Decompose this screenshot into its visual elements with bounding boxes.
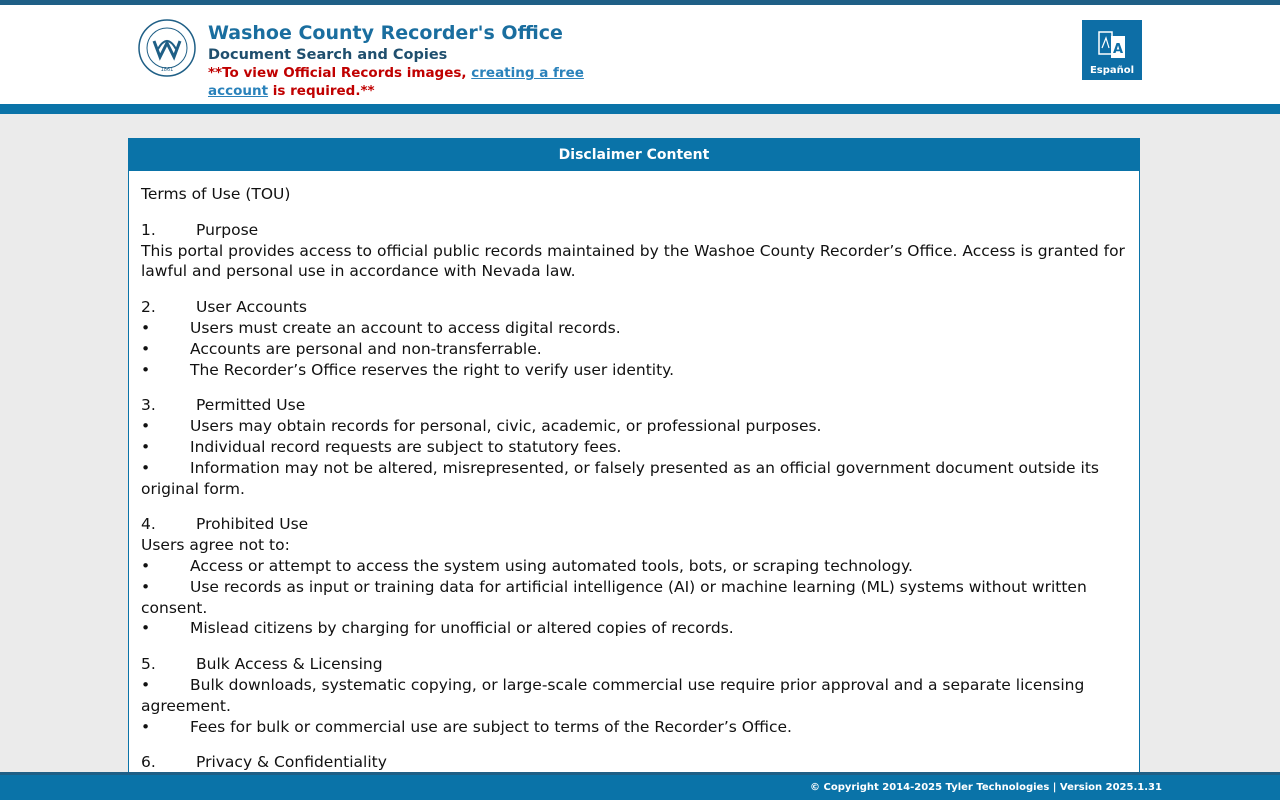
- bullet-marker: •: [141, 339, 151, 358]
- create-account-link[interactable]: creating a free account: [208, 65, 584, 99]
- bullet-marker: •: [141, 360, 151, 379]
- copyright-text: © Copyright 2014-2025 Tyler Technologies | Version 2025.1.31: [810, 782, 1162, 793]
- language-label: Español: [1089, 65, 1135, 76]
- bullet-text: The Recorder’s Office reserves the right to verify user identity.: [190, 360, 675, 379]
- account-notice: [208, 64, 588, 100]
- terms-section: [141, 395, 1127, 499]
- disclaimer-heading: Disclaimer Content: [129, 139, 1139, 171]
- header-accent-bar: [0, 104, 1280, 114]
- terms-section: [141, 752, 1127, 773]
- page-title: Washoe County Recorder's Office: [208, 22, 563, 44]
- bullet-marker: •: [141, 417, 151, 436]
- bullet-text: Bulk downloads, systematic copying, or large-scale commercial use require prior approval and a separate licensing agreement.: [141, 675, 1085, 715]
- language-toggle-button[interactable]: [1082, 20, 1142, 80]
- terms-section: [141, 654, 1127, 737]
- bullet-text: Mislead citizens by charging for unofficial or altered copies of records.: [190, 619, 734, 638]
- bullet-text: Information may not be altered, misrepresented, or falsely presented as an official government document outside its original form.: [141, 458, 1099, 498]
- terms-title: Terms of Use (TOU): [141, 185, 291, 203]
- bullet-text: Users must create an account to access digital records.: [190, 318, 621, 337]
- bullet-marker: •: [141, 458, 151, 477]
- disclaimer-panel: [128, 138, 1140, 779]
- terms-section: [141, 297, 1127, 380]
- notice-suffix: is required.**: [268, 83, 375, 99]
- translate-book-icon: [1097, 28, 1127, 62]
- section-intro: Users agree not to:: [141, 536, 290, 555]
- section-title: Privacy & Confidentiality: [196, 753, 387, 772]
- bullet-marker: •: [141, 675, 151, 694]
- svg-text:A: A: [1112, 42, 1124, 57]
- bullet-marker: •: [141, 556, 151, 575]
- notice-prefix: **To view Official Records images,: [208, 65, 472, 81]
- section-number: 5.: [141, 655, 156, 674]
- disclaimer-body[interactable]: [129, 171, 1139, 773]
- bullet-marker: •: [141, 619, 151, 638]
- site-header: [0, 5, 1280, 104]
- section-number: 6.: [141, 753, 156, 772]
- section-title: Prohibited Use: [196, 515, 309, 534]
- seal-year: 1861: [160, 67, 174, 73]
- bullet-marker: •: [141, 318, 151, 337]
- terms-section: [141, 514, 1127, 639]
- bullet-marker: •: [141, 717, 151, 736]
- section-title: Permitted Use: [196, 396, 306, 415]
- section-number: 2.: [141, 298, 156, 317]
- bullet-text: Access or attempt to access the system using automated tools, bots, or scraping technology.: [190, 556, 913, 575]
- section-number: 3.: [141, 396, 156, 415]
- bullet-text: Individual record requests are subject to statutory fees.: [190, 437, 622, 456]
- terms-section: [141, 220, 1127, 282]
- section-number: 1.: [141, 220, 156, 239]
- section-title: User Accounts: [196, 298, 307, 317]
- bullet-text: Users may obtain records for personal, civic, academic, or professional purposes.: [190, 417, 822, 436]
- page-subtitle: Document Search and Copies: [208, 47, 448, 63]
- section-number: 4.: [141, 515, 156, 534]
- bullet-text: Accounts are personal and non-transferrable.: [190, 339, 542, 358]
- section-intro: This portal provides access to official public records maintained by the Washoe County Recorder’s Office. Access is granted for lawful and personal use in accordance with Nevada law.: [141, 241, 1125, 281]
- bullet-marker: •: [141, 577, 151, 596]
- section-title: Purpose: [196, 220, 259, 239]
- county-seal-logo: [138, 19, 196, 77]
- site-footer: [0, 772, 1280, 800]
- section-title: Bulk Access & Licensing: [196, 655, 383, 674]
- bullet-marker: •: [141, 437, 151, 456]
- bullet-text: Use records as input or training data for artificial intelligence (AI) or machine learning (ML) systems without written consent.: [141, 577, 1087, 617]
- bullet-text: Fees for bulk or commercial use are subject to terms of the Recorder’s Office.: [190, 717, 792, 736]
